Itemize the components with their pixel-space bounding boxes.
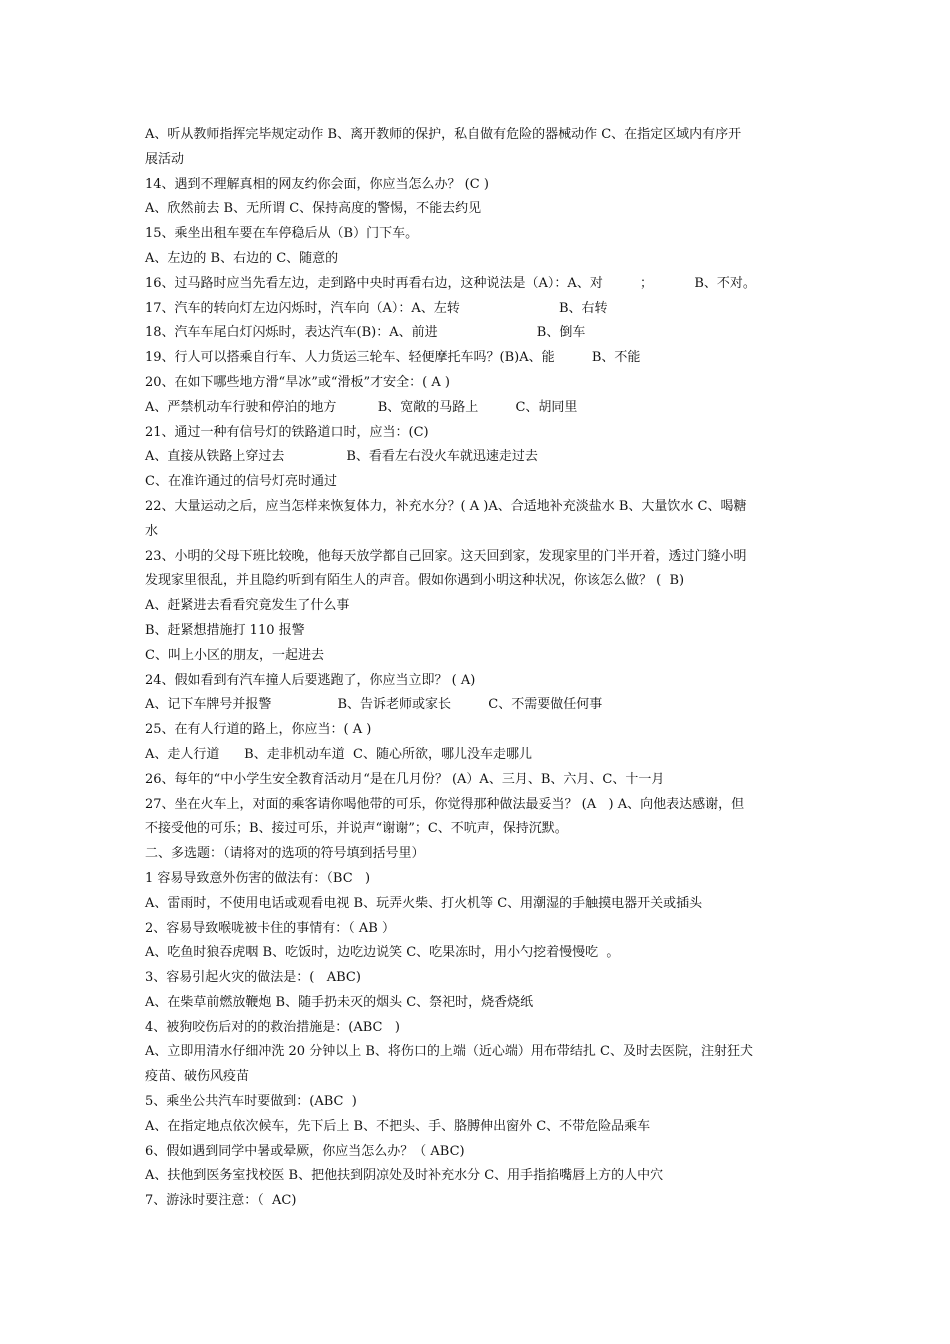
text-line: A、雷雨时，不使用电话或观看电视 B、玩弄火柴、打火机等 C、用潮湿的手触摸电器开关或插头 — [145, 895, 703, 911]
text-line: A、立即用清水仔细冲洗 20 分钟以上 B、将伤口的上端（近心端）用布带结扎 C、及时去医院，注射狂犬 — [145, 1044, 753, 1060]
text-line: C、在准许通过的信号灯亮时通过 — [145, 474, 337, 490]
text-line: 22、大量运动之后，应当怎样来恢复体力，补充水分？( A )A、合适地补充淡盐水 B、大量饮水 C、喝糖 — [145, 498, 747, 514]
text-line: 15、乘坐出租车要在车停稳后从（B）门下车。 — [145, 226, 419, 242]
text-line: 4、被狗咬伤后对的的救治措施是：(ABC ) — [145, 1019, 400, 1035]
text-line: B、赶紧想措施打 110 报警 — [145, 622, 305, 638]
text-line: A、欣然前去 B、无所谓 C、保持高度的警惕，不能去约见 — [145, 201, 482, 217]
text-line: 疫苗、破伤风疫苗 — [145, 1069, 250, 1085]
text-line: 25、在有人行道的路上，你应当：( A ) — [145, 722, 372, 738]
text-line: 3、容易引起火灾的做法是：( ABC) — [145, 970, 361, 986]
text-line: 水 — [145, 523, 159, 539]
text-line: A、扶他到医务室找校医 B、把他扶到阴凉处及时补充水分 C、用手指掐嘴唇上方的人中穴 — [145, 1168, 664, 1184]
text-line: A、记下车牌号并报警 B、告诉老师或家长 C、不需要做任何事 — [145, 697, 603, 713]
text-line: A、在柴草前燃放鞭炮 B、随手扔未灭的烟头 C、祭祀时，烧香烧纸 — [145, 994, 534, 1010]
text-line: 14、遇到不理解真相的网友约你会面，你应当怎么办？ (C ) — [145, 176, 489, 192]
text-line: 2、容易导致喉咙被卡住的事情有：（ AB ） — [145, 920, 395, 936]
text-line: A、吃鱼时狼吞虎咽 B、吃饭时，边吃边说笑 C、吃果冻时，用小勺挖着慢慢吃 。 — [145, 945, 620, 961]
text-line: 17、汽车的转向灯左边闪烁时，汽车向（A）：A、左转 B、右转 — [145, 300, 608, 316]
text-line: A、严禁机动车行驶和停泊的地方 B、宽敞的马路上 C、胡同里 — [145, 399, 578, 415]
text-line: A、赶紧进去看看究竟发生了什么事 — [145, 598, 350, 614]
text-line: 不接受他的可乐；B、接过可乐，并说声“谢谢”；C、不吭声，保持沉默。 — [145, 821, 568, 837]
text-line: C、叫上小区的朋友，一起进去 — [145, 647, 324, 663]
text-line: 18、汽车车尾白灯闪烁时，表达汽车(B)：A、前进 B、倒车 — [145, 325, 586, 341]
text-line: A、在指定地点依次候车，先下后上 B、不把头、手、胳膊伸出窗外 C、不带危险品乘车 — [145, 1118, 651, 1134]
text-line: 27、坐在火车上，对面的乘客请你喝他带的可乐，你觉得那种做法最妥当？ (A ) A、向他表达感谢，但 — [145, 796, 745, 812]
text-line: A、左边的 B、右边的 C、随意的 — [145, 250, 339, 266]
text-line: 7、游泳时要注意：（ AC) — [145, 1193, 297, 1209]
text-line: 6、假如遇到同学中暑或晕厥，你应当怎么办？（ ABC) — [145, 1143, 465, 1159]
text-line: 1 容易导致意外伤害的做法有：（BC ) — [145, 870, 371, 886]
text-line: 展活动 — [145, 151, 185, 167]
text-line: A、直接从铁路上穿过去 B、看看左右没火车就迅速走过去 — [145, 449, 538, 465]
text-line: 20、在如下哪些地方滑“旱冰”或“滑板”才安全：( A ) — [145, 374, 450, 390]
text-line: 24、假如看到有汽车撞人后要逃跑了，你应当立即？ ( A) — [145, 672, 476, 688]
text-line: 21、通过一种有信号灯的铁路道口时，应当：(C) — [145, 424, 429, 440]
text-line: 发现家里很乱，并且隐约听到有陌生人的声音。假如你遇到小明这种状况，你该怎么做？ ( B) — [145, 573, 685, 589]
text-line: A、听从教师指挥完毕规定动作 B、离开教师的保护，私自做有危险的器械动作 C、在指定区域内有序开 — [145, 127, 742, 142]
text-line: 二、多选题：（请将对的选项的符号填到括号里） — [145, 846, 425, 862]
text-line: 16、过马路时应当先看左边，走到路中央时再看右边，这种说法是（A）：A、对 ； B、不对。 — [145, 275, 756, 291]
text-line: 26、每年的“中小学生安全教育活动月“是在几月份？ (A）A、三月、B、六月、C、十一月 — [145, 771, 665, 787]
document-page — [145, 123, 810, 1214]
text-line: 23、小明的父母下班比较晚，他每天放学都自己回家。这天回到家，发现家里的门半开着，透过门缝小明 — [145, 548, 747, 564]
text-line: 19、行人可以搭乘自行车、人力货运三轮车、轻便摩托车吗？(B)A、能 B、不能 — [145, 350, 641, 366]
text-line: A、走人行道 B、走非机动车道 C、随心所欲，哪儿没车走哪儿 — [145, 746, 532, 762]
text-line: 5、乘坐公共汽车时要做到：(ABC ) — [145, 1094, 357, 1110]
